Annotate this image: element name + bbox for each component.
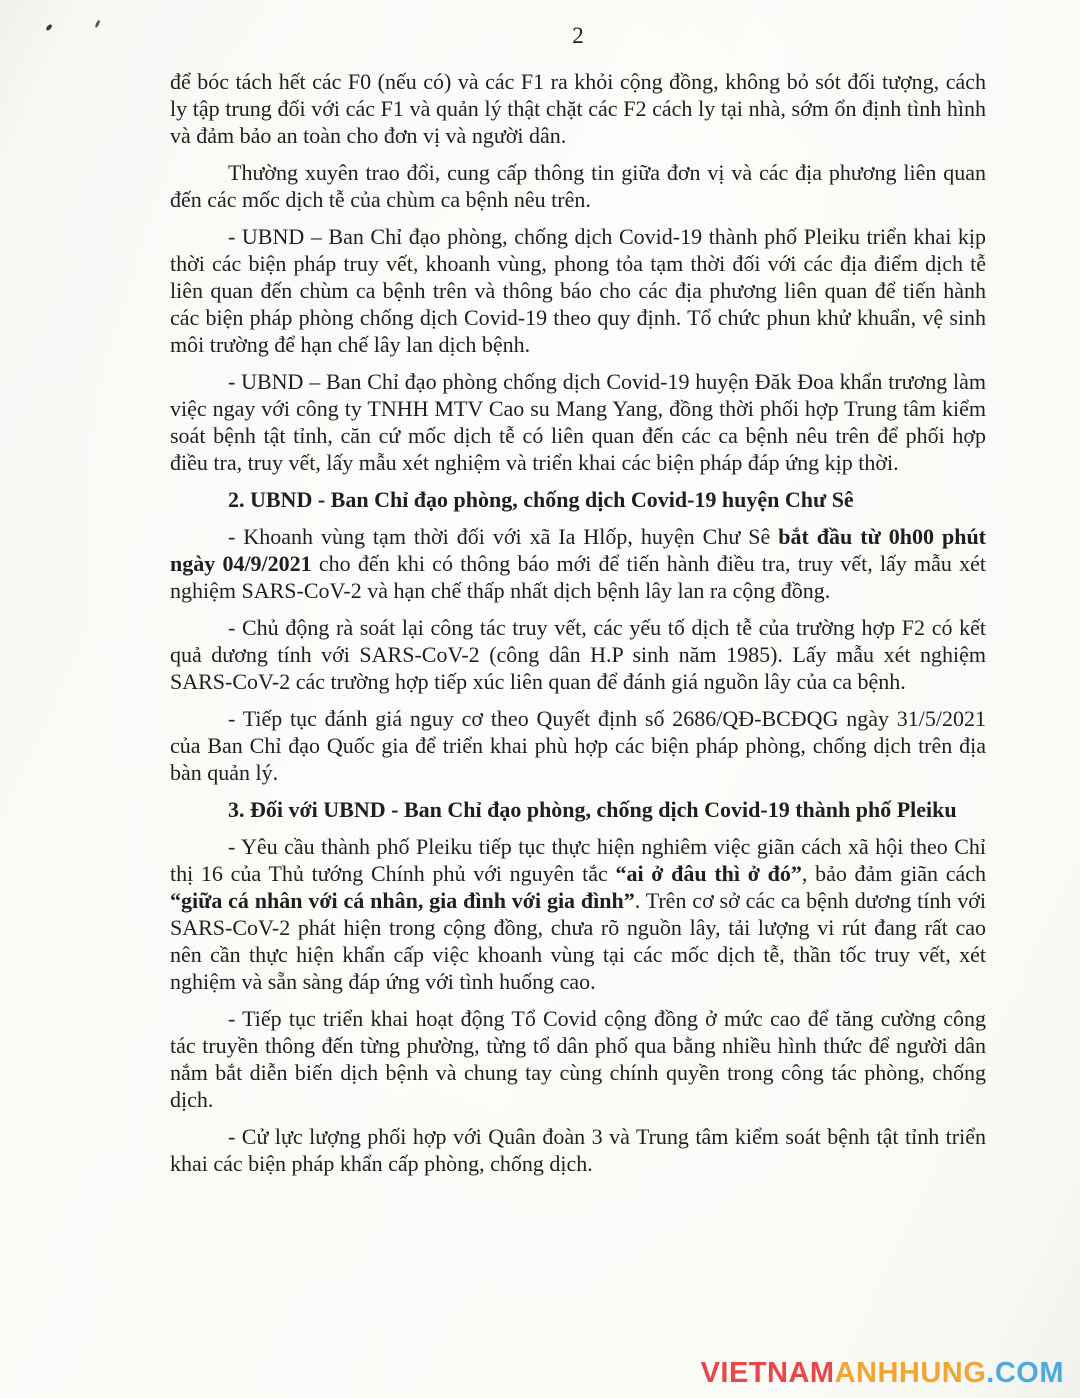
text-run: - UBND – Ban Chỉ đạo phòng chống dịch Covid-19 huyện Đăk Đoa khẩn trương làm việc ngay với công ty TNHH MTV Cao su Mang Yang, đồng thời phối hợp Trung tâm kiểm soát bệnh tật tỉnh, căn cứ mốc dịch tễ có liên quan đến các ca bệnh nêu trên để phối hợp điều tra, truy vết, lấy mẫu xét nghiệm và triển khai các biện pháp đáp ứng kịp thời. bbox=[170, 369, 986, 475]
bold-text-run: “giữa cá nhân với cá nhân, gia đình với gia đình” bbox=[170, 888, 635, 913]
paragraph bbox=[170, 705, 986, 786]
paragraph-list bbox=[170, 68, 986, 1177]
paragraph bbox=[170, 68, 986, 149]
paragraph bbox=[170, 614, 986, 695]
paragraph bbox=[170, 523, 986, 604]
watermark-segment: ANHHUNG bbox=[834, 1357, 987, 1389]
document-content bbox=[170, 22, 986, 1187]
scan-speck bbox=[45, 24, 52, 32]
text-run: - Tiếp tục đánh giá nguy cơ theo Quyết định số 2686/QĐ-BCĐQG ngày 31/5/2021 của Ban Chỉ đạo Quốc gia để triển khai phù hợp các biện pháp phòng, chống dịch trên địa bàn quản lý. bbox=[170, 706, 986, 785]
text-run: . Trên cơ sở các ca bệnh dương tính với SARS-CoV-2 phát hiện trong cộng đồng, chưa rõ nguồn lây, tải lượng vi rút đang rất cao nên cần thực hiện khẩn cấp việc khoanh vùng tại các mốc dịch tễ, thần tốc truy vết, xét nghiệm và sẵn sàng đáp ứng với tình huống cao. bbox=[170, 888, 986, 994]
watermark-segment: .COM bbox=[986, 1357, 1064, 1389]
text-run: - Cử lực lượng phối hợp với Quân đoàn 3 và Trung tâm kiểm soát bệnh tật tỉnh triển khai các biện pháp khẩn cấp phòng, chống dịch. bbox=[170, 1124, 986, 1176]
bold-text-run: 3. Đối với UBND - Ban Chỉ đạo phòng, chống dịch Covid-19 thành phố Pleiku bbox=[228, 797, 957, 822]
text-run: Thường xuyên trao đổi, cung cấp thông tin giữa đơn vị và các địa phương liên quan đến các mốc dịch tễ của chùm ca bệnh nêu trên. bbox=[170, 160, 986, 212]
paragraph bbox=[170, 159, 986, 213]
section-heading bbox=[170, 796, 986, 823]
text-run: - Yêu cầu thành phố Pleiku tiếp tục thực hiện nghiêm việc giãn cách xã hội theo Chỉ thị 16 của Thủ tướng Chính phủ với nguyên tắc bbox=[170, 834, 986, 886]
bold-text-run: “ai ở đâu thì ở đó” bbox=[615, 861, 802, 886]
watermark-segment: VIETNAM bbox=[700, 1357, 835, 1389]
bold-text-run: 2. UBND - Ban Chỉ đạo phòng, chống dịch Covid-19 huyện Chư Sê bbox=[228, 487, 854, 512]
text-run: - Chủ động rà soát lại công tác truy vết, các yếu tố dịch tễ của trường hợp F2 có kết quả dương tính với SARS-CoV-2 (công dân H.P sinh năm 1985). Lấy mẫu xét nghiệm SARS-CoV-2 các trường hợp tiếp xúc liên quan để đánh giá nguồn lây của ca bệnh. bbox=[170, 615, 986, 694]
text-run: để bóc tách hết các F0 (nếu có) và các F1 ra khỏi cộng đồng, không bỏ sót đối tượng, cách ly tập trung đối với các F1 và quản lý thật chặt các F2 cách ly tại nhà, sớm ổn định tình hình và đảm bảo an toàn cho đơn vị và người dân. bbox=[170, 69, 986, 148]
page-number: 2 bbox=[572, 23, 584, 48]
text-run: - Khoanh vùng tạm thời đối với xã Ia Hlốp, huyện Chư Sê bbox=[228, 524, 779, 549]
text-run: - Tiếp tục triển khai hoạt động Tổ Covid cộng đồng ở mức cao để tăng cường công tác truyền thông đến từng phường, từng tổ dân phố qua bằng nhiều hình thức để người dân nắm bắt diễn biến dịch bệnh và chung tay cùng chính quyền trong công tác phòng, chống dịch. bbox=[170, 1006, 986, 1112]
bold-text-run: bắt đầu từ 0h00 phút ngày 04/9/2021 bbox=[170, 524, 987, 576]
paragraph bbox=[170, 368, 986, 476]
paragraph bbox=[170, 1123, 986, 1177]
text-run: , bảo đảm giãn cách bbox=[801, 861, 986, 886]
text-run: - UBND – Ban Chỉ đạo phòng, chống dịch Covid-19 thành phố Pleiku triển khai kịp thời các biện pháp truy vết, khoanh vùng, phong tỏa tạm thời đối với các địa điểm dịch tễ liên quan đến chùm ca bệnh trên và thông báo cho các địa phương liên quan để tiến hành các biện pháp phòng chống dịch Covid-19 theo quy định. Tổ chức phun khử khuẩn, vệ sinh môi trường để hạn chế lây lan dịch bệnh. bbox=[170, 224, 986, 357]
paragraph bbox=[170, 1005, 986, 1113]
section-heading bbox=[170, 486, 986, 513]
paragraph bbox=[170, 833, 986, 995]
text-run: cho đến khi có thông báo mới để tiến hành điều tra, truy vết, lấy mẫu xét nghiệm SARS-CoV-2 và hạn chế thấp nhất dịch bệnh lây lan ra cộng đồng. bbox=[170, 551, 987, 603]
scan-speck bbox=[95, 20, 101, 29]
watermark bbox=[701, 1357, 1064, 1390]
paragraph bbox=[170, 223, 986, 358]
